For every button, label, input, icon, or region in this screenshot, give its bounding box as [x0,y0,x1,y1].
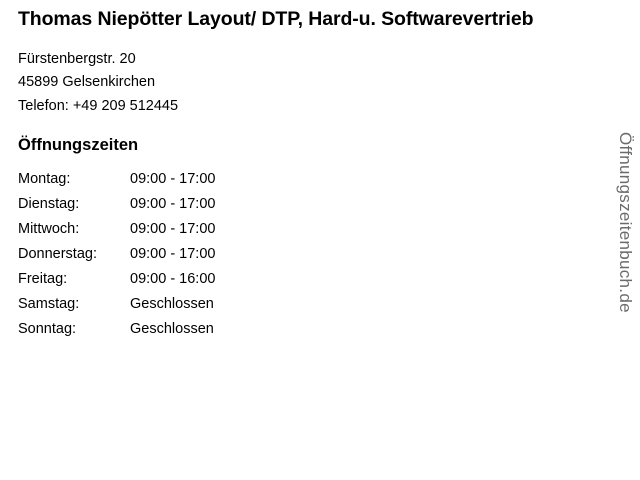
day-label: Mittwoch: [18,221,80,238]
day-label: Dienstag: [18,196,80,213]
day-hours: 09:00 - 17:00 [130,171,216,188]
address-block [18,48,598,118]
table-row [18,167,215,192]
day-label: Freitag: [18,270,68,287]
address-city: 45899 Gelsenkirchen [18,74,156,91]
day-label: Montag: [18,171,71,188]
day-hours: Geschlossen [130,295,214,312]
day-label: Sonntag: [18,320,77,337]
table-row [18,217,215,242]
business-info-block [18,8,598,342]
day-hours: Geschlossen [130,320,214,337]
day-label: Donnerstag: [18,245,97,262]
opening-hours-table [18,167,215,341]
day-hours: 09:00 - 17:00 [130,196,216,213]
day-hours: 09:00 - 17:00 [130,221,216,238]
day-hours: 09:00 - 17:00 [130,245,216,262]
table-row [18,292,215,317]
address-street: Fürstenbergstr. 20 [18,50,136,67]
table-row [18,317,215,342]
phone-number: Telefon: +49 209 512445 [18,97,179,114]
page-title: Thomas Niepötter Layout/ DTP, Hard-u. Softwarevertrieb [18,8,534,30]
table-row [18,242,215,267]
watermark-label: Öffnungszeitenbuch.de [616,132,635,313]
table-row [18,192,215,217]
day-label: Samstag: [18,295,80,312]
opening-hours-heading: Öffnungszeiten [18,136,139,155]
table-row [18,267,215,292]
day-hours: 09:00 - 16:00 [130,270,216,287]
